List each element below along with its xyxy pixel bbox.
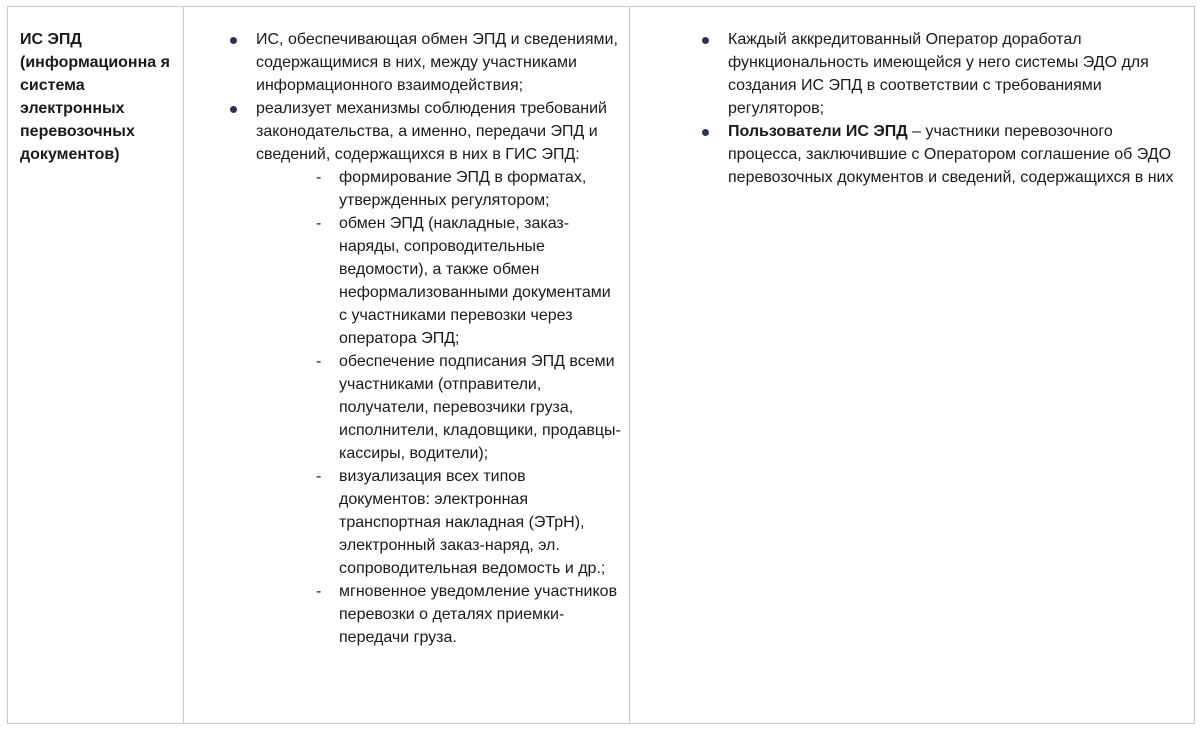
term-title: ИС ЭПД (информационна я система электронных перевозочных документов): [20, 31, 170, 163]
list-item-text: реализует механизмы соблюдения требований законодательства, а именно, передачи ЭПД и сведений, содержащихся в них в ГИС ЭПД:: [256, 100, 607, 163]
definition-table: [7, 6, 1195, 724]
notes-cell: [630, 7, 1194, 723]
list-item: ИС, обеспечивающая обмен ЭПД и сведениями, содержащимися в них, между участниками информационного взаимодействия;: [228, 28, 621, 97]
list-item: [700, 120, 1174, 189]
sub-list-item: - визуализация всех типов документов: электронная транспортная накладная (ЭТрН), электронный заказ-наряд, эл. сопроводительная ведомость и др.;: [316, 465, 621, 580]
sub-list: [256, 166, 621, 649]
sub-list-item: - обеспечение подписания ЭПД всеми участниками (отправители, получатели, перевозчики груза, исполнители, кладовщики, продавцы-кассиры, водители);: [316, 350, 621, 465]
description-list: [228, 28, 621, 649]
list-item: [228, 97, 621, 649]
list-item: Каждый аккредитованный Оператор доработал функциональность имеющейся у него системы ЭДО для создания ИС ЭПД в соответствии с требованиями регуляторов;: [700, 28, 1174, 120]
sub-list-item: - обмен ЭПД (накладные, заказ-наряды, сопроводительные ведомости), а также обмен неформализованными документами с участниками перевозки через оператора ЭПД;: [316, 212, 621, 350]
notes-list: [700, 28, 1174, 189]
sub-list-item: - мгновенное уведомление участников перевозки о деталях приемки-передачи груза.: [316, 580, 621, 649]
users-definition: – участники перевозочного процесса, заключившие с Оператором соглашение об ЭДО перевозочных документов и сведений, содержащихся в них: [728, 123, 1174, 186]
term-cell: [8, 7, 184, 723]
users-term: Пользователи ИС ЭПД: [728, 123, 908, 140]
sub-list-item: - формирование ЭПД в форматах, утвержденных регулятором;: [316, 166, 621, 212]
description-cell: [184, 7, 630, 723]
